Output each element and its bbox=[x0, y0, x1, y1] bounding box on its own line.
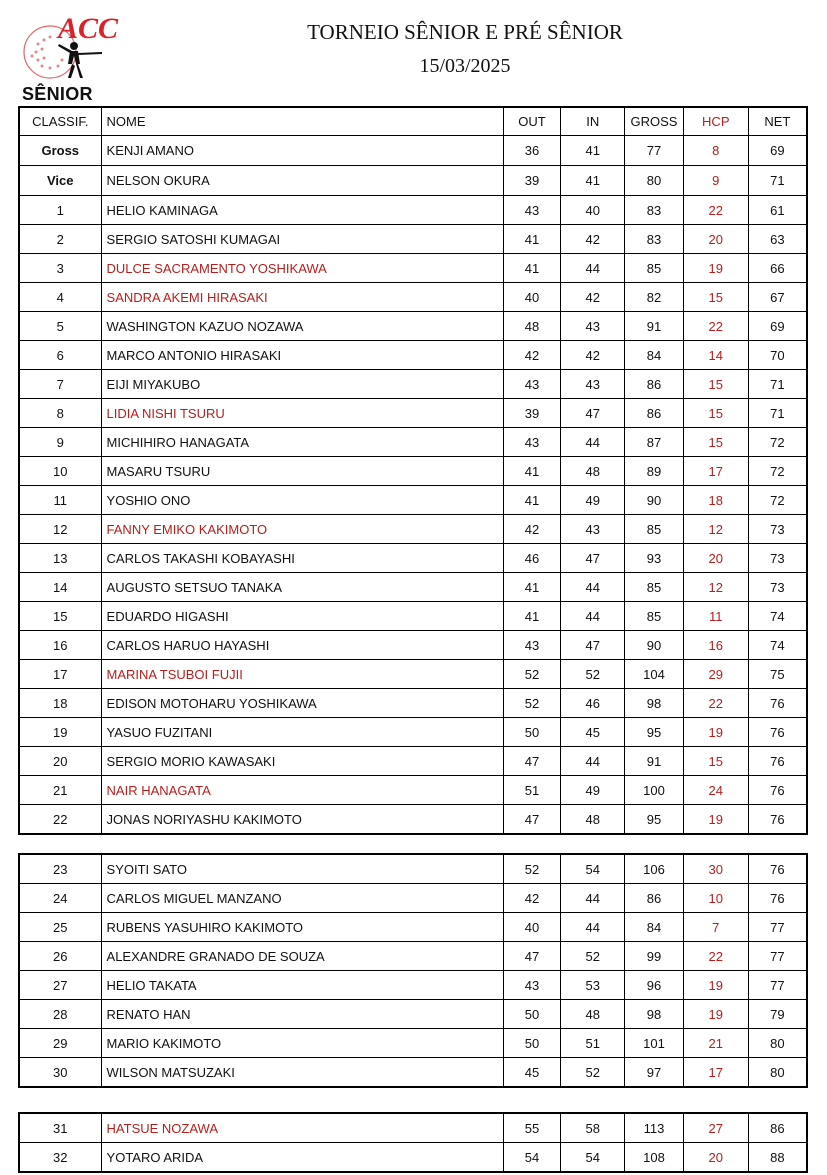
table-row bbox=[19, 1143, 807, 1173]
cell-classif: 10 bbox=[19, 457, 101, 486]
cell-in: 52 bbox=[561, 660, 625, 689]
cell-in: 47 bbox=[561, 399, 625, 428]
page-title: TORNEIO SÊNIOR E PRÉ SÊNIOR bbox=[307, 20, 623, 44]
cell-gross: 85 bbox=[625, 602, 684, 631]
cell-in: 43 bbox=[561, 370, 625, 399]
results-table-3 bbox=[18, 1112, 808, 1173]
col-header-hcp: HCP bbox=[683, 107, 748, 136]
table-row bbox=[19, 1029, 807, 1058]
table-row bbox=[19, 283, 807, 312]
cell-net: 72 bbox=[748, 428, 807, 457]
cell-out: 41 bbox=[503, 602, 561, 631]
cell-out: 36 bbox=[503, 136, 561, 166]
cell-hcp: 19 bbox=[683, 254, 748, 283]
cell-net: 73 bbox=[748, 573, 807, 602]
cell-out: 45 bbox=[503, 1058, 561, 1088]
table-row bbox=[19, 457, 807, 486]
cell-hcp: 22 bbox=[683, 312, 748, 341]
cell-out: 42 bbox=[503, 884, 561, 913]
cell-nome: KENJI AMANO bbox=[101, 136, 503, 166]
cell-classif: 8 bbox=[19, 399, 101, 428]
cell-classif: Gross bbox=[19, 136, 101, 166]
cell-hcp: 9 bbox=[683, 166, 748, 196]
cell-hcp: 12 bbox=[683, 573, 748, 602]
cell-classif: 21 bbox=[19, 776, 101, 805]
cell-hcp: 19 bbox=[683, 1000, 748, 1029]
cell-net: 77 bbox=[748, 942, 807, 971]
cell-nome: MARIO KAKIMOTO bbox=[101, 1029, 503, 1058]
cell-classif: 25 bbox=[19, 913, 101, 942]
cell-out: 41 bbox=[503, 486, 561, 515]
cell-hcp: 30 bbox=[683, 854, 748, 884]
cell-in: 41 bbox=[561, 136, 625, 166]
table-row bbox=[19, 1113, 807, 1143]
table-row bbox=[19, 631, 807, 660]
cell-hcp: 21 bbox=[683, 1029, 748, 1058]
cell-classif: 4 bbox=[19, 283, 101, 312]
cell-out: 42 bbox=[503, 515, 561, 544]
cell-out: 41 bbox=[503, 457, 561, 486]
cell-nome: NAIR HANAGATA bbox=[101, 776, 503, 805]
cell-out: 52 bbox=[503, 660, 561, 689]
cell-gross: 97 bbox=[625, 1058, 684, 1088]
cell-net: 76 bbox=[748, 689, 807, 718]
cell-hcp: 19 bbox=[683, 805, 748, 835]
cell-out: 40 bbox=[503, 913, 561, 942]
cell-in: 44 bbox=[561, 913, 625, 942]
cell-hcp: 15 bbox=[683, 370, 748, 399]
cell-gross: 86 bbox=[625, 370, 684, 399]
cell-hcp: 14 bbox=[683, 341, 748, 370]
cell-in: 54 bbox=[561, 1143, 625, 1173]
cell-in: 51 bbox=[561, 1029, 625, 1058]
cell-hcp: 10 bbox=[683, 884, 748, 913]
table-row bbox=[19, 196, 807, 225]
cell-out: 50 bbox=[503, 1000, 561, 1029]
cell-out: 41 bbox=[503, 573, 561, 602]
cell-gross: 100 bbox=[625, 776, 684, 805]
cell-gross: 104 bbox=[625, 660, 684, 689]
cell-out: 41 bbox=[503, 225, 561, 254]
cell-hcp: 22 bbox=[683, 942, 748, 971]
cell-nome: FANNY EMIKO KAKIMOTO bbox=[101, 515, 503, 544]
cell-in: 49 bbox=[561, 486, 625, 515]
cell-nome: CARLOS HARUO HAYASHI bbox=[101, 631, 503, 660]
cell-net: 70 bbox=[748, 341, 807, 370]
cell-in: 48 bbox=[561, 1000, 625, 1029]
cell-hcp: 17 bbox=[683, 457, 748, 486]
cell-net: 69 bbox=[748, 136, 807, 166]
table-row bbox=[19, 971, 807, 1000]
cell-gross: 83 bbox=[625, 196, 684, 225]
cell-net: 86 bbox=[748, 1113, 807, 1143]
table-row bbox=[19, 805, 807, 835]
cell-nome: NELSON OKURA bbox=[101, 166, 503, 196]
cell-in: 43 bbox=[561, 515, 625, 544]
cell-classif: 5 bbox=[19, 312, 101, 341]
cell-hcp: 15 bbox=[683, 747, 748, 776]
table-row bbox=[19, 341, 807, 370]
cell-gross: 84 bbox=[625, 913, 684, 942]
cell-gross: 86 bbox=[625, 884, 684, 913]
cell-hcp: 27 bbox=[683, 1113, 748, 1143]
cell-net: 80 bbox=[748, 1029, 807, 1058]
table-row bbox=[19, 544, 807, 573]
cell-in: 48 bbox=[561, 457, 625, 486]
cell-out: 39 bbox=[503, 166, 561, 196]
cell-net: 72 bbox=[748, 457, 807, 486]
cell-classif: 22 bbox=[19, 805, 101, 835]
cell-nome: SANDRA AKEMI HIRASAKI bbox=[101, 283, 503, 312]
cell-hcp: 7 bbox=[683, 913, 748, 942]
cell-hcp: 20 bbox=[683, 1143, 748, 1173]
cell-out: 55 bbox=[503, 1113, 561, 1143]
cell-gross: 108 bbox=[625, 1143, 684, 1173]
cell-nome: SERGIO MORIO KAWASAKI bbox=[101, 747, 503, 776]
cell-classif: 13 bbox=[19, 544, 101, 573]
col-header-nome: NOME bbox=[101, 107, 503, 136]
cell-out: 52 bbox=[503, 854, 561, 884]
cell-classif: 11 bbox=[19, 486, 101, 515]
page-date: 15/03/2025 bbox=[419, 55, 511, 77]
cell-nome: CARLOS TAKASHI KOBAYASHI bbox=[101, 544, 503, 573]
table-row bbox=[19, 747, 807, 776]
table-header-row bbox=[19, 107, 807, 136]
cell-net: 71 bbox=[748, 399, 807, 428]
cell-gross: 83 bbox=[625, 225, 684, 254]
col-header-gross: GROSS bbox=[625, 107, 684, 136]
cell-classif: 29 bbox=[19, 1029, 101, 1058]
cell-out: 48 bbox=[503, 312, 561, 341]
cell-classif: 7 bbox=[19, 370, 101, 399]
cell-out: 41 bbox=[503, 254, 561, 283]
cell-gross: 86 bbox=[625, 399, 684, 428]
table-row bbox=[19, 428, 807, 457]
cell-hcp: 22 bbox=[683, 196, 748, 225]
cell-hcp: 8 bbox=[683, 136, 748, 166]
cell-net: 79 bbox=[748, 1000, 807, 1029]
cell-hcp: 12 bbox=[683, 515, 748, 544]
section-title: SÊNIOR bbox=[22, 84, 93, 104]
cell-classif: 26 bbox=[19, 942, 101, 971]
cell-classif: 24 bbox=[19, 884, 101, 913]
cell-net: 88 bbox=[748, 1143, 807, 1173]
cell-out: 43 bbox=[503, 631, 561, 660]
cell-classif: 9 bbox=[19, 428, 101, 457]
table-row bbox=[19, 573, 807, 602]
cell-hcp: 22 bbox=[683, 689, 748, 718]
cell-nome: MASARU TSURU bbox=[101, 457, 503, 486]
cell-hcp: 19 bbox=[683, 971, 748, 1000]
cell-classif: 32 bbox=[19, 1143, 101, 1173]
cell-gross: 101 bbox=[625, 1029, 684, 1058]
cell-in: 44 bbox=[561, 602, 625, 631]
cell-classif: 3 bbox=[19, 254, 101, 283]
cell-out: 54 bbox=[503, 1143, 561, 1173]
cell-in: 46 bbox=[561, 689, 625, 718]
cell-gross: 113 bbox=[625, 1113, 684, 1143]
cell-in: 41 bbox=[561, 166, 625, 196]
cell-in: 52 bbox=[561, 942, 625, 971]
cell-classif: 28 bbox=[19, 1000, 101, 1029]
cell-hcp: 20 bbox=[683, 225, 748, 254]
cell-hcp: 19 bbox=[683, 718, 748, 747]
table-row bbox=[19, 166, 807, 196]
cell-in: 42 bbox=[561, 283, 625, 312]
cell-out: 47 bbox=[503, 942, 561, 971]
cell-classif: 31 bbox=[19, 1113, 101, 1143]
cell-out: 50 bbox=[503, 1029, 561, 1058]
table-row bbox=[19, 602, 807, 631]
cell-gross: 93 bbox=[625, 544, 684, 573]
cell-in: 45 bbox=[561, 718, 625, 747]
cell-gross: 89 bbox=[625, 457, 684, 486]
cell-nome: EIJI MIYAKUBO bbox=[101, 370, 503, 399]
cell-out: 43 bbox=[503, 196, 561, 225]
table-row bbox=[19, 689, 807, 718]
cell-in: 47 bbox=[561, 544, 625, 573]
cell-nome: EDUARDO HIGASHI bbox=[101, 602, 503, 631]
table-row bbox=[19, 913, 807, 942]
cell-hcp: 15 bbox=[683, 399, 748, 428]
table-row bbox=[19, 486, 807, 515]
cell-out: 52 bbox=[503, 689, 561, 718]
cell-classif: 19 bbox=[19, 718, 101, 747]
cell-hcp: 24 bbox=[683, 776, 748, 805]
cell-out: 47 bbox=[503, 805, 561, 835]
cell-nome: DULCE SACRAMENTO YOSHIKAWA bbox=[101, 254, 503, 283]
cell-gross: 90 bbox=[625, 631, 684, 660]
cell-classif: 20 bbox=[19, 747, 101, 776]
cell-gross: 95 bbox=[625, 718, 684, 747]
cell-nome: HELIO KAMINAGA bbox=[101, 196, 503, 225]
cell-net: 73 bbox=[748, 515, 807, 544]
cell-net: 76 bbox=[748, 805, 807, 835]
cell-nome: EDISON MOTOHARU YOSHIKAWA bbox=[101, 689, 503, 718]
cell-out: 46 bbox=[503, 544, 561, 573]
cell-nome: MICHIHIRO HANAGATA bbox=[101, 428, 503, 457]
cell-out: 43 bbox=[503, 971, 561, 1000]
cell-classif: 14 bbox=[19, 573, 101, 602]
cell-classif: 6 bbox=[19, 341, 101, 370]
cell-net: 76 bbox=[748, 854, 807, 884]
club-logo bbox=[14, 6, 126, 82]
cell-hcp: 17 bbox=[683, 1058, 748, 1088]
cell-classif: 15 bbox=[19, 602, 101, 631]
cell-nome: YOSHIO ONO bbox=[101, 486, 503, 515]
table-row bbox=[19, 370, 807, 399]
cell-nome: MARCO ANTONIO HIRASAKI bbox=[101, 341, 503, 370]
table-row bbox=[19, 136, 807, 166]
cell-in: 53 bbox=[561, 971, 625, 1000]
cell-net: 71 bbox=[748, 166, 807, 196]
logo-text: ACC bbox=[58, 12, 119, 45]
cell-net: 76 bbox=[748, 776, 807, 805]
cell-out: 47 bbox=[503, 747, 561, 776]
cell-out: 40 bbox=[503, 283, 561, 312]
table-row bbox=[19, 660, 807, 689]
cell-out: 42 bbox=[503, 341, 561, 370]
cell-net: 61 bbox=[748, 196, 807, 225]
cell-in: 47 bbox=[561, 631, 625, 660]
cell-classif: Vice bbox=[19, 166, 101, 196]
cell-in: 52 bbox=[561, 1058, 625, 1088]
cell-hcp: 29 bbox=[683, 660, 748, 689]
col-header-out: OUT bbox=[503, 107, 561, 136]
cell-gross: 96 bbox=[625, 971, 684, 1000]
cell-nome: AUGUSTO SETSUO TANAKA bbox=[101, 573, 503, 602]
cell-in: 42 bbox=[561, 341, 625, 370]
table-row bbox=[19, 942, 807, 971]
cell-nome: YASUO FUZITANI bbox=[101, 718, 503, 747]
cell-hcp: 20 bbox=[683, 544, 748, 573]
cell-classif: 18 bbox=[19, 689, 101, 718]
cell-out: 50 bbox=[503, 718, 561, 747]
cell-in: 44 bbox=[561, 254, 625, 283]
table-row bbox=[19, 1058, 807, 1088]
cell-net: 80 bbox=[748, 1058, 807, 1088]
cell-gross: 87 bbox=[625, 428, 684, 457]
cell-gross: 85 bbox=[625, 515, 684, 544]
col-header-in: IN bbox=[561, 107, 625, 136]
cell-in: 40 bbox=[561, 196, 625, 225]
cell-nome: LIDIA NISHI TSURU bbox=[101, 399, 503, 428]
cell-net: 75 bbox=[748, 660, 807, 689]
cell-nome: HATSUE NOZAWA bbox=[101, 1113, 503, 1143]
cell-classif: 27 bbox=[19, 971, 101, 1000]
cell-nome: SYOITI SATO bbox=[101, 854, 503, 884]
cell-in: 44 bbox=[561, 884, 625, 913]
cell-gross: 85 bbox=[625, 573, 684, 602]
cell-out: 43 bbox=[503, 370, 561, 399]
cell-classif: 16 bbox=[19, 631, 101, 660]
cell-hcp: 18 bbox=[683, 486, 748, 515]
cell-net: 74 bbox=[748, 602, 807, 631]
cell-gross: 82 bbox=[625, 283, 684, 312]
table-row bbox=[19, 776, 807, 805]
cell-in: 44 bbox=[561, 573, 625, 602]
cell-classif: 1 bbox=[19, 196, 101, 225]
cell-net: 73 bbox=[748, 544, 807, 573]
cell-net: 63 bbox=[748, 225, 807, 254]
cell-nome: HELIO TAKATA bbox=[101, 971, 503, 1000]
cell-nome: JONAS NORIYASHU KAKIMOTO bbox=[101, 805, 503, 835]
cell-in: 44 bbox=[561, 428, 625, 457]
cell-classif: 2 bbox=[19, 225, 101, 254]
cell-hcp: 15 bbox=[683, 283, 748, 312]
cell-out: 43 bbox=[503, 428, 561, 457]
cell-hcp: 15 bbox=[683, 428, 748, 457]
table-row bbox=[19, 718, 807, 747]
cell-net: 76 bbox=[748, 718, 807, 747]
cell-in: 58 bbox=[561, 1113, 625, 1143]
cell-gross: 91 bbox=[625, 312, 684, 341]
table-row bbox=[19, 884, 807, 913]
cell-gross: 90 bbox=[625, 486, 684, 515]
cell-gross: 98 bbox=[625, 1000, 684, 1029]
table-row bbox=[19, 225, 807, 254]
cell-net: 77 bbox=[748, 913, 807, 942]
cell-nome: CARLOS MIGUEL MANZANO bbox=[101, 884, 503, 913]
table-row bbox=[19, 399, 807, 428]
cell-net: 72 bbox=[748, 486, 807, 515]
col-header-net: NET bbox=[748, 107, 807, 136]
cell-gross: 98 bbox=[625, 689, 684, 718]
cell-nome: ALEXANDRE GRANADO DE SOUZA bbox=[101, 942, 503, 971]
cell-net: 76 bbox=[748, 884, 807, 913]
cell-in: 43 bbox=[561, 312, 625, 341]
col-header-classif: CLASSIF. bbox=[19, 107, 101, 136]
cell-in: 54 bbox=[561, 854, 625, 884]
table-row bbox=[19, 254, 807, 283]
cell-gross: 80 bbox=[625, 166, 684, 196]
cell-in: 48 bbox=[561, 805, 625, 835]
cell-in: 49 bbox=[561, 776, 625, 805]
cell-out: 39 bbox=[503, 399, 561, 428]
cell-net: 77 bbox=[748, 971, 807, 1000]
table-row bbox=[19, 515, 807, 544]
cell-gross: 95 bbox=[625, 805, 684, 835]
cell-gross: 99 bbox=[625, 942, 684, 971]
cell-hcp: 11 bbox=[683, 602, 748, 631]
table-row bbox=[19, 854, 807, 884]
cell-nome: YOTARO ARIDA bbox=[101, 1143, 503, 1173]
cell-net: 67 bbox=[748, 283, 807, 312]
cell-gross: 106 bbox=[625, 854, 684, 884]
cell-gross: 91 bbox=[625, 747, 684, 776]
cell-classif: 12 bbox=[19, 515, 101, 544]
table-row bbox=[19, 1000, 807, 1029]
cell-classif: 23 bbox=[19, 854, 101, 884]
cell-net: 74 bbox=[748, 631, 807, 660]
table-row bbox=[19, 312, 807, 341]
cell-classif: 17 bbox=[19, 660, 101, 689]
cell-gross: 77 bbox=[625, 136, 684, 166]
results-table-1 bbox=[18, 106, 808, 835]
cell-classif: 30 bbox=[19, 1058, 101, 1088]
cell-nome: RUBENS YASUHIRO KAKIMOTO bbox=[101, 913, 503, 942]
cell-nome: MARINA TSUBOI FUJII bbox=[101, 660, 503, 689]
cell-gross: 85 bbox=[625, 254, 684, 283]
cell-gross: 84 bbox=[625, 341, 684, 370]
results-table-2 bbox=[18, 853, 808, 1088]
cell-in: 42 bbox=[561, 225, 625, 254]
cell-hcp: 16 bbox=[683, 631, 748, 660]
cell-out: 51 bbox=[503, 776, 561, 805]
cell-nome: RENATO HAN bbox=[101, 1000, 503, 1029]
cell-nome: WASHINGTON KAZUO NOZAWA bbox=[101, 312, 503, 341]
cell-nome: WILSON MATSUZAKI bbox=[101, 1058, 503, 1088]
cell-net: 71 bbox=[748, 370, 807, 399]
cell-in: 44 bbox=[561, 747, 625, 776]
cell-net: 69 bbox=[748, 312, 807, 341]
cell-nome: SERGIO SATOSHI KUMAGAI bbox=[101, 225, 503, 254]
cell-net: 66 bbox=[748, 254, 807, 283]
cell-net: 76 bbox=[748, 747, 807, 776]
